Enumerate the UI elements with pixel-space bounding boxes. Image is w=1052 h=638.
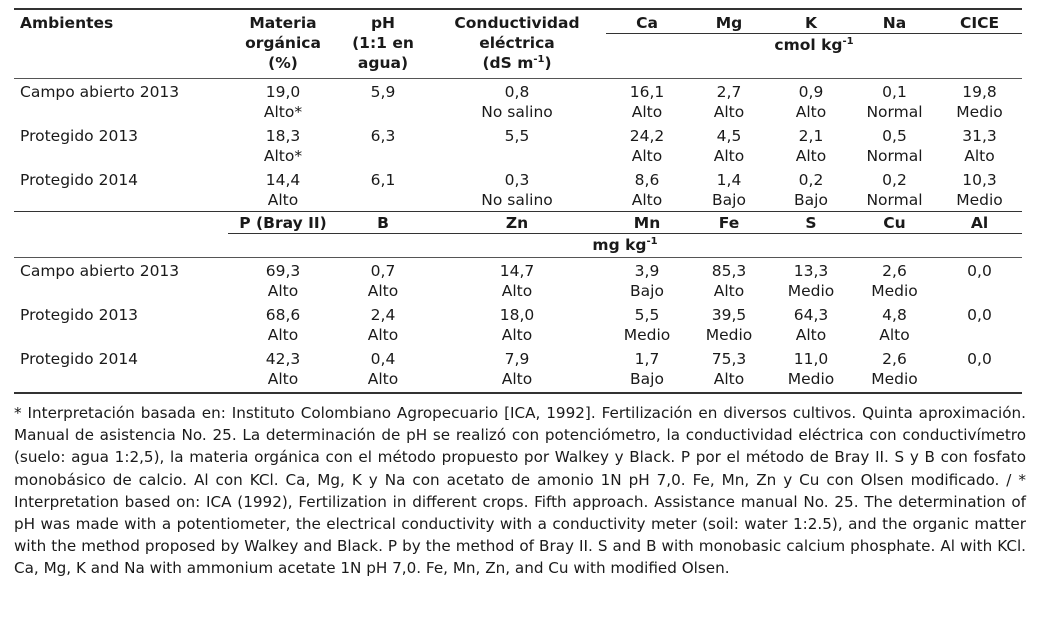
row-name: Protegido 2013 xyxy=(20,306,139,324)
cell-mg: 2,7 Alto xyxy=(688,79,770,124)
row-name: Protegido 2014 xyxy=(20,171,139,189)
cell-cu: 2,6 Medio xyxy=(852,346,937,393)
header-zn: Zn xyxy=(428,212,606,234)
cell-k: 2,1 Alto xyxy=(795,127,827,165)
header-mn: Mn xyxy=(606,212,688,234)
cell-s: 64,3 Alto xyxy=(793,306,829,344)
cell-al: 0,0 xyxy=(937,346,1022,393)
header-row-1 xyxy=(14,9,1022,34)
cell-ph: 5,9 xyxy=(338,79,428,124)
cell-cice: 10,3 Medio xyxy=(956,171,1003,209)
cell-mn: 1,7 Bajo xyxy=(606,346,688,393)
cell-cice: 31,3 Alto xyxy=(962,127,997,165)
cell-zn: 7,9 Alto xyxy=(428,346,606,393)
header-al: Al xyxy=(937,212,1022,234)
table-row xyxy=(14,346,1022,393)
table-row xyxy=(14,123,1022,167)
table-row xyxy=(14,258,1022,303)
cell-ca: 16,1 Alto xyxy=(606,79,688,124)
cell-ce: 0,8 No salino xyxy=(428,79,606,124)
table-row xyxy=(14,167,1022,212)
header-mg: Mg xyxy=(688,9,770,34)
header-materia-organica: Materia orgánica (%) xyxy=(228,9,338,79)
cell-fe: 39,5 Medio xyxy=(705,306,753,344)
cell-b: 2,4 Alto xyxy=(367,306,399,344)
table-footnote: * Interpretación basada en: Instituto Colombiano Agropecuario [ICA, 1992]. Fertilización en diversos cultivos. Quinta aproximación. Manual de asistencia No. 25. La determinación de pH se realizó con potenciómetro, la conductividad eléctrica con conductivímetro (suelo: agua 1:2,5), la materia orgánica con el método propuesto por Walkey y Black. P por el método de Bray II. S y B con fosfato monobásico de calcio. Al con KCl. Ca, Mg, K y Na con acetato de amonio 1N pH 7,0. Fe, Mn, Zn y Cu con Olsen modificado. / * Interpretation based on: ICA (1992), Fertilization in different crops. Fifth approach. Assistance manual No. 25. The determination of pH was made with a potentiometer, the electrical conductivity with a conductivity meter (soil: water 1:2.5), and the organic matter with the method proposed by Walkey and Black. P by the method of Bray II. S and B with monobasic calcium phosphate. Al with KCl. Ca, Mg, K and Na with ammonium acetate 1N pH 7,0. Fe, Mn, Zn, and Cu with modified Olsen. xyxy=(14,404,1026,578)
header-row-2 xyxy=(14,212,1022,234)
header-fe: Fe xyxy=(688,212,770,234)
cell-b: 0,4 Alto xyxy=(338,346,428,393)
cell-na: 0,5 Normal xyxy=(866,127,923,165)
cell-mn: 3,9 Bajo xyxy=(606,258,688,303)
header-ca: Ca xyxy=(606,9,688,34)
header-p: P (Bray II) xyxy=(228,212,338,234)
units-mg: mg $kg^{-1}$ xyxy=(228,234,1022,258)
cell-ca: 8,6 Alto xyxy=(631,171,663,209)
cell-ca: 24,2 Alto xyxy=(629,127,665,165)
cell-fe: 85,3 Alto xyxy=(688,258,770,303)
header-k: K xyxy=(770,9,852,34)
cell-mo: 14,4 Alto xyxy=(265,171,301,209)
cell-ce: 0,3 No salino xyxy=(481,171,553,209)
cell-al: 0,0 xyxy=(967,306,992,324)
header-ph: pH (1:1 en agua) xyxy=(338,9,428,79)
cell-fe: 75,3 Alto xyxy=(688,346,770,393)
cell-na: 0,2 Normal xyxy=(866,171,923,209)
cell-mg: 4,5 Alto xyxy=(713,127,745,165)
cell-mg: 1,4 Bajo xyxy=(712,171,746,209)
table-row xyxy=(14,302,1022,346)
header-conductividad: Conductividad eléctrica (dS $m^{-1}$) xyxy=(428,9,606,79)
cell-k: 0,2 Bajo xyxy=(794,171,828,209)
results-table xyxy=(14,8,1022,394)
header-s: S xyxy=(770,212,852,234)
cell-ph: 6,3 xyxy=(370,127,396,145)
cell-zn: 18,0 Alto xyxy=(499,306,535,344)
cell-mn: 5,5 Medio xyxy=(623,306,671,344)
units-cmol: cmol $kg^{-1}$ xyxy=(606,34,1022,79)
header-cu: Cu xyxy=(852,212,937,234)
cell-s: 13,3 Medio xyxy=(770,258,852,303)
row-name: Campo abierto 2013 xyxy=(14,258,228,303)
header-empty xyxy=(14,212,228,258)
cell-ph: 6,1 xyxy=(370,171,396,189)
row-name: Protegido 2013 xyxy=(20,127,139,145)
cell-cu: 2,6 Medio xyxy=(852,258,937,303)
cell-al: 0,0 xyxy=(937,258,1022,303)
cell-ce: 5,5 xyxy=(504,127,530,145)
cell-cice: 19,8 Medio xyxy=(937,79,1022,124)
cell-p: 69,3 Alto xyxy=(228,258,338,303)
cell-p: 42,3 Alto xyxy=(228,346,338,393)
row-name: Campo abierto 2013 xyxy=(14,79,228,124)
header-b: B xyxy=(338,212,428,234)
cell-na: 0,1 Normal xyxy=(852,79,937,124)
header-na: Na xyxy=(852,9,937,34)
cell-b: 0,7 Alto xyxy=(338,258,428,303)
cell-p: 68,6 Alto xyxy=(265,306,301,344)
cell-s: 11,0 Medio xyxy=(770,346,852,393)
row-name: Protegido 2014 xyxy=(14,346,228,393)
table-row xyxy=(14,79,1022,124)
cell-mo: 19,0 Alto* xyxy=(228,79,338,124)
header-ambientes: Ambientes xyxy=(14,9,228,79)
cell-k: 0,9 Alto xyxy=(770,79,852,124)
header-cice: CICE xyxy=(937,9,1022,34)
cell-cu: 4,8 Alto xyxy=(879,306,910,344)
cell-mo: 18,3 Alto* xyxy=(263,127,303,165)
soil-analysis-table xyxy=(14,8,1022,394)
cell-zn: 14,7 Alto xyxy=(428,258,606,303)
